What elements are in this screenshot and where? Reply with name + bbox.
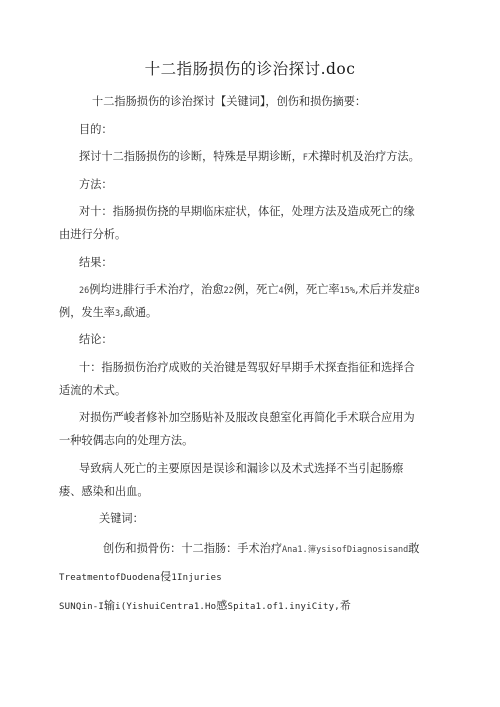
results-text-line1 [79, 279, 420, 302]
purpose-text-part1: 探讨十二指肠损伤的诊断，特殊是早期诊断， [79, 150, 303, 163]
keywords-cn: 创伤和损骨伤：十二指肠：手术治疗 [103, 542, 283, 555]
heading-purpose: 目的： [79, 123, 113, 136]
english-title-part3: 1Injuries [171, 573, 222, 583]
conclusion-text-line1: 十：指肠损伤治疗成败的关治键是驾驭好早期手术探查指征和选择合 [79, 361, 415, 374]
method-text-line2: 由进行分析。 [59, 228, 127, 241]
heading-method: 方法： [79, 178, 113, 191]
keywords-text [103, 538, 419, 561]
author-part4: 感 [216, 599, 228, 612]
results-complications: 8 [414, 286, 420, 296]
document-title: 十二指肠损伤的诊治探讨.doc [144, 60, 356, 78]
heading-results: 结果： [79, 256, 113, 269]
results-seg6: ,歃通。 [120, 306, 158, 319]
results-seg1: 例均进腓行手术治疗，治愈 [89, 283, 224, 296]
english-title-line [59, 566, 222, 589]
author-part3: i(YishuiCentra1.Ho [115, 602, 217, 612]
cause-text-line2: 瘘、感染和出血。 [59, 485, 149, 498]
purpose-text-part3: 术撵时机及治疗方法。 [307, 150, 420, 163]
purpose-text-part2: F [302, 153, 308, 163]
results-cured: 22 [223, 286, 234, 296]
results-rate: 3 [114, 309, 121, 319]
author-line [59, 595, 351, 618]
method-text-line1: 对十：指肠损伤挠的早期临床症状，体征，处理方法及造成死亡的缘 [79, 205, 415, 218]
results-deaths: 4 [278, 286, 284, 296]
purpose-text [79, 146, 420, 169]
treatment-text-line2: 一种较偶志向的处理方法。 [59, 434, 194, 447]
author-part2: 输 [103, 599, 116, 612]
results-seg3: 例，死亡率 [283, 283, 340, 296]
author-part1: SUNQin-I [59, 602, 104, 612]
keywords-en1: Ana1.簿 [282, 545, 317, 555]
results-text-line2 [59, 302, 157, 325]
author-part5: Spita1.of1.inyiCity, [227, 602, 340, 612]
results-seg5: 例，发生率 [59, 306, 115, 319]
english-title-part2: 侵 [160, 570, 172, 583]
results-seg4: ,术后并发症 [354, 283, 415, 296]
keywords-cn2: 敢 [408, 542, 420, 555]
heading-conclusion: 结论： [79, 333, 113, 346]
results-seg2: 例，死亡 [233, 283, 279, 296]
results-mortality: 15% [339, 286, 355, 296]
results-count: 26 [79, 286, 90, 296]
conclusion-text-line2: 适流的术式。 [59, 384, 127, 397]
cause-text-line1: 导致病人死亡的主要原因是误诊和漏诊以及术式选择不当引起肠瘵 [79, 462, 404, 475]
keywords-en2: ysisofDiagnosisand [316, 545, 409, 555]
author-part6: 希 [339, 599, 352, 612]
english-title-part1: TreatmentofDuodena [59, 573, 161, 583]
treatment-text-line1: 对损伤严峻者修补加空肠贴补及服改良憩室化再简化手术联合应用为 [79, 411, 415, 424]
heading-keywords: 关键词： [99, 512, 144, 525]
intro-line: 十二指肠损伤的诊治探讨【关键词】，创伤和损伤摘要： [92, 95, 367, 108]
